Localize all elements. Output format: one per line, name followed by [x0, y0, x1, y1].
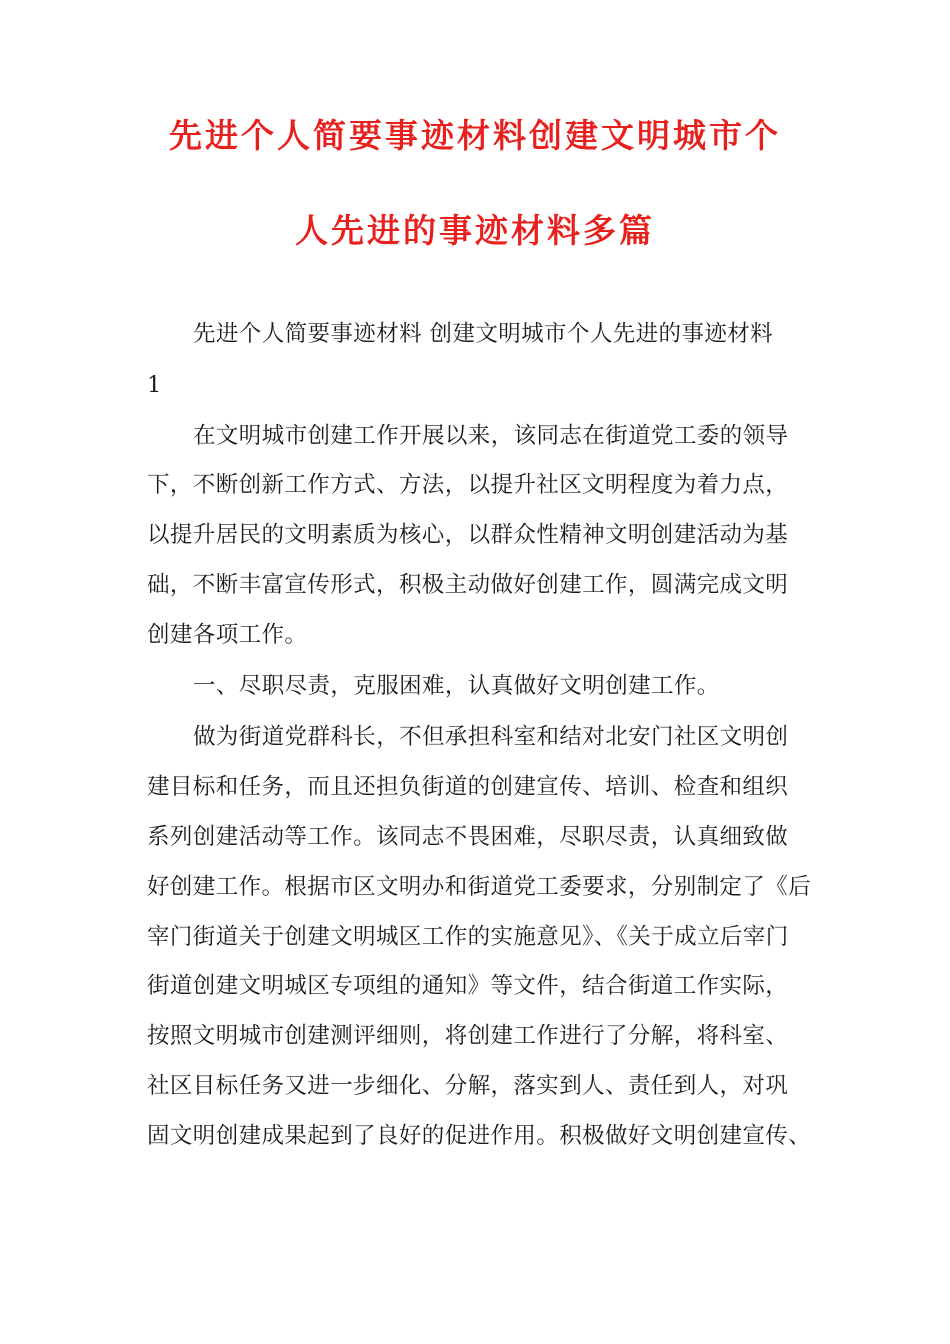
body-line: 在文明城市创建工作开展以来，该同志在街道党工委的领导 [193, 423, 789, 449]
body-line: 按照文明城市创建测评细则，将创建工作进行了分解，将科室、 [147, 1023, 789, 1049]
body-line: 社区目标任务又进一步细化、分解，落实到人、责任到人，对巩 [147, 1073, 789, 1099]
body-line: 先进个人简要事迹材料 创建文明城市个人先进的事迹材料 [193, 321, 774, 347]
body-line: 下，不断创新工作方式、方法，以提升社区文明程度为着力点， [147, 472, 789, 498]
body-line: 建目标和任务，而且还担负街道的创建宣传、培训、检查和组织 [147, 774, 789, 800]
body-line: 固文明创建成果起到了良好的促进作用。积极做好文明创建宣传、 [147, 1123, 812, 1149]
body-line: 础，不断丰富宣传形式，积极主动做好创建工作，圆满完成文明 [147, 572, 789, 598]
body-line: 宰门街道关于创建文明城区工作的实施意见》、《关于成立后宰门 [147, 924, 789, 950]
body-line: 街道创建文明城区专项组的通知》等文件，结合街道工作实际， [147, 973, 789, 999]
body-line: 创建各项工作。 [147, 622, 308, 648]
document-title-line-1: 先进个人简要事迹材料创建文明城市个 [169, 116, 781, 155]
body-line: 一、尽职尽责，克服困难，认真做好文明创建工作。 [193, 673, 720, 699]
document-title-line-2: 人先进的事迹材料多篇 [295, 211, 655, 250]
body-line: 1 [147, 372, 162, 398]
body-line: 好创建工作。根据市区文明办和街道党工委要求，分别制定了《后 [147, 874, 812, 900]
body-line: 做为街道党群科长，不但承担科室和结对北安门社区文明创 [193, 724, 789, 750]
body-line: 系列创建活动等工作。该同志不畏困难，尽职尽责，认真细致做 [147, 824, 789, 850]
body-line: 以提升居民的文明素质为核心，以群众性精神文明创建活动为基 [147, 522, 789, 548]
